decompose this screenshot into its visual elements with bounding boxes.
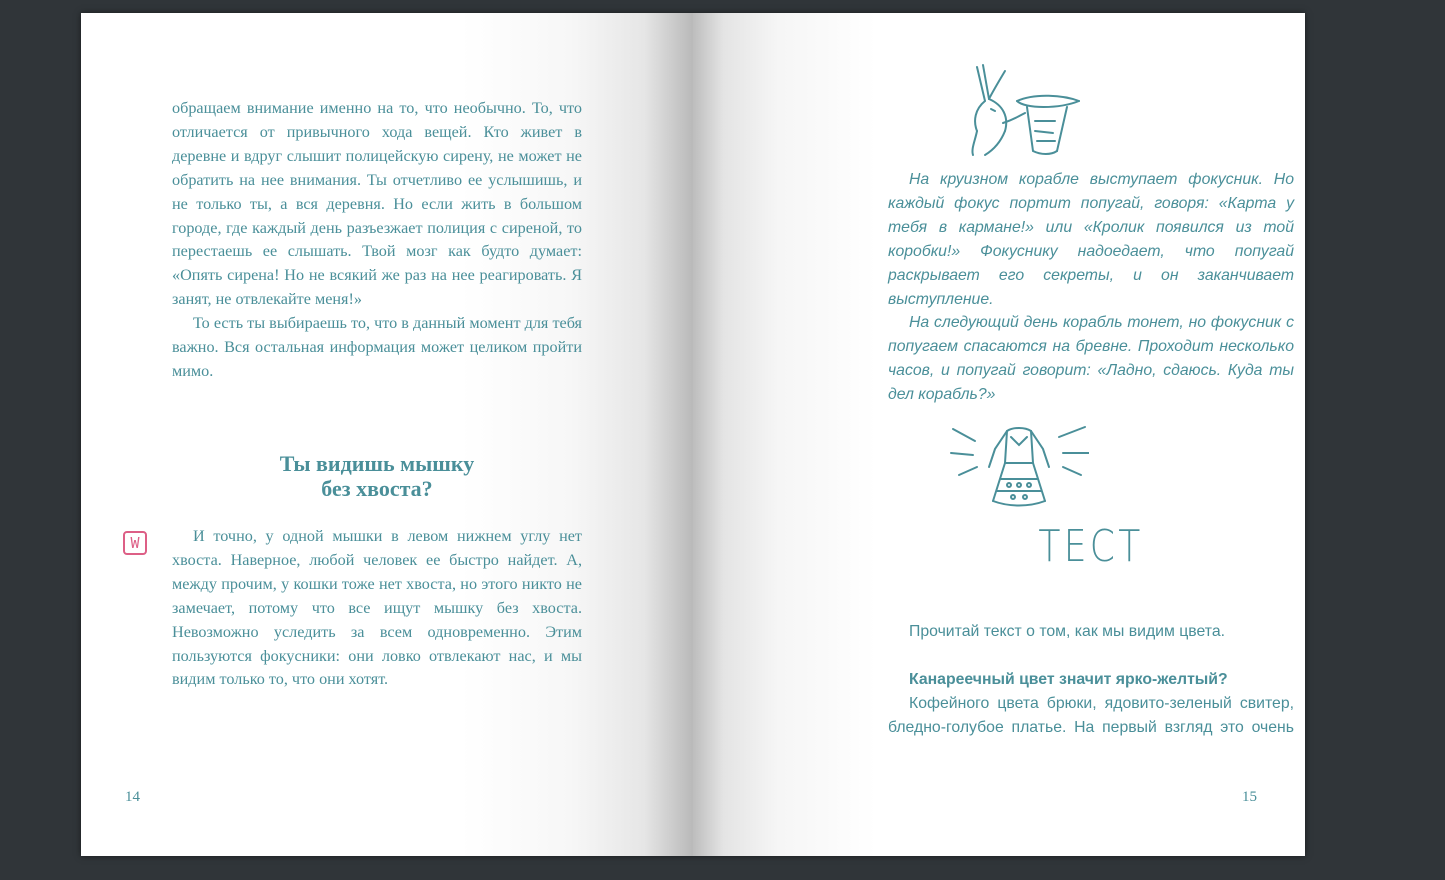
left-text-top [172, 97, 582, 384]
joke-text [888, 168, 1294, 407]
test-text [888, 620, 1294, 740]
joke-paragraph-1: На круизном корабле выступает фокусник. Но каждый фокус портит попугай, говоря: «Карта у тебя в кармане!» или «Кролик появился из той коробки!» Фокуснику надоедает, что попугай раскрывает его секреты, и он заканчивает выступление. [888, 171, 1294, 308]
right-page [693, 13, 1305, 856]
heading-line-1: Ты видишь мышку [279, 451, 475, 476]
heading-line-2: без хвоста? [321, 476, 433, 501]
rabbit-in-hat-illustration [955, 61, 1085, 161]
page-number-left: 14 [125, 789, 140, 805]
paragraph-1: обращаем внимание именно на то, что необычно. То, что отличается от привычного хода вещей. Кто живет в деревне и вдруг слышит полицейскую сирену, не может не обратить на нее внимания. Ты отчетливо ее услышишь, и не только ты, а вся деревня. Но если жить в большом городе, где каждый день разъезжает полиция с сиреной, то перестаешь ее слышать. Твой мозг как будто думает: «Опять сирена! Но не всякий же раз на нее реагировать. Я занят, не отвлекайте меня!» [172, 99, 582, 309]
left-text-bottom [172, 525, 582, 692]
book-spread [81, 13, 1305, 856]
test-body: Кофейного цвета брюки, ядовито-зеленый свитер, бледно-голубое платье. На первый взгляд это очень [888, 694, 1294, 736]
paragraph-3: И точно, у одной мышки в левом нижнем углу нет хвоста. Наверное, любой человек ее быстро найдет. А, между прочим, у кошки тоже нет хвоста, но этого никто не замечает, потому что все ищут мышку без хвоста. Невозможно уследить за всем одновременно. Этим пользуются фокусники: они ловко отвлекают нас, и мы видим только то, что они хотят. [172, 527, 582, 689]
left-page [81, 13, 693, 856]
section-heading [172, 451, 582, 501]
test-subheading: Канареечный цвет значит ярко-желтый? [909, 670, 1228, 688]
test-title: ТЕСТ [1038, 521, 1144, 572]
joke-paragraph-2: На следующий день корабль тонет, но фокусник с попугаем спасаются на бревне. Проходит несколько часов, и попугай говорит: «Ладно, сдаюсь. Куда ты дел корабль?» [888, 314, 1294, 404]
test-intro: Прочитай текст о том, как мы видим цвета. [909, 623, 1226, 640]
paragraph-2: То есть ты выбираешь то, что в данный момент для тебя важно. Вся остальная информация может целиком пройти мимо. [172, 314, 582, 380]
w-badge-icon[interactable]: W [123, 531, 147, 555]
dress-illustration [949, 423, 1089, 509]
page-number-right: 15 [1242, 789, 1257, 805]
